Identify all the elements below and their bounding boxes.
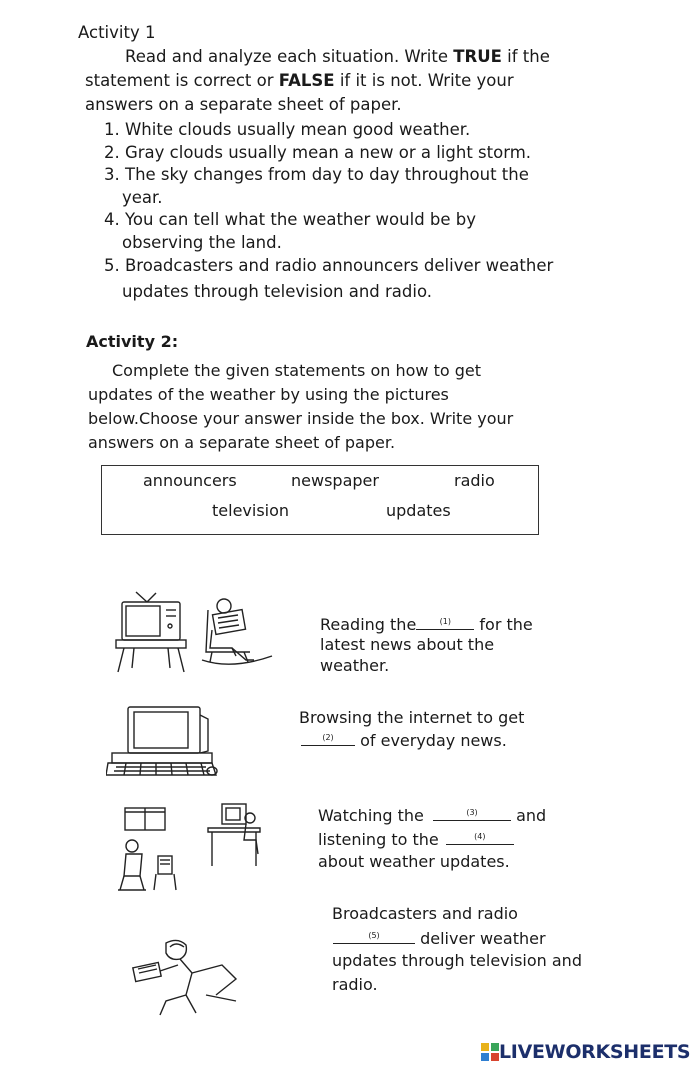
blank-number: (1) xyxy=(439,617,451,626)
statement-1-line1 xyxy=(320,613,533,636)
instruction-text: statement is correct or xyxy=(85,71,279,90)
choice-word: radio xyxy=(454,471,495,490)
statement-4-line2 xyxy=(333,927,546,950)
statement-3-line1 xyxy=(318,804,546,827)
list-item: 5. Broadcasters and radio announcers deliver weather xyxy=(104,256,554,275)
statement-2-line2 xyxy=(301,729,507,752)
answer-blank-1[interactable] xyxy=(416,613,474,630)
statement-text: of everyday news. xyxy=(360,731,507,750)
answer-blank-4[interactable] xyxy=(446,828,514,845)
activity1-instruction-line2 xyxy=(85,70,514,92)
answer-blank-5[interactable] xyxy=(333,927,415,944)
statement-text: for the xyxy=(479,615,533,634)
list-item: 1. White clouds usually mean good weather. xyxy=(104,120,471,139)
instruction-text: if the xyxy=(501,47,550,66)
statement-3-line2 xyxy=(318,828,514,851)
activity1-instruction-line3: answers on a separate sheet of paper. xyxy=(85,95,402,114)
list-item-continuation: year. xyxy=(122,188,163,207)
statement-4-line1: Broadcasters and radio xyxy=(332,904,518,923)
statement-2-line1: Browsing the internet to get xyxy=(299,708,525,727)
blank-number: (2) xyxy=(322,733,334,742)
choice-word: updates xyxy=(386,501,451,520)
tv-and-newspaper-reader-illustration xyxy=(112,590,282,675)
choice-word: newspaper xyxy=(291,471,379,490)
list-item-continuation: observing the land. xyxy=(122,233,282,252)
statement-text: deliver weather xyxy=(420,929,546,948)
instruction-text: Read and analyze each situation. Write xyxy=(125,47,454,66)
blank-number: (3) xyxy=(466,808,478,817)
statement-text: and xyxy=(516,806,547,825)
list-item-continuation: updates through television and radio. xyxy=(122,282,433,301)
statement-1-line3: weather. xyxy=(320,656,390,675)
blank-number: (5) xyxy=(368,931,380,940)
true-keyword: TRUE xyxy=(453,47,502,66)
activity1-heading: Activity 1 xyxy=(78,23,156,42)
activity2-instruction-line: updates of the weather by using the pictures xyxy=(88,385,449,404)
statement-text: listening to the xyxy=(318,830,439,849)
statement-text: Reading the xyxy=(320,615,417,634)
liveworksheets-logo[interactable] xyxy=(481,1040,690,1064)
statement-text: Watching the xyxy=(318,806,424,825)
list-item: 4. You can tell what the weather would be by xyxy=(104,210,477,229)
activity1-instruction-line1 xyxy=(125,46,550,68)
liveworksheets-logo-text: LIVEWORKSHEETS xyxy=(499,1041,691,1063)
activity2-heading: Activity 2: xyxy=(86,332,179,351)
list-item: 2. Gray clouds usually mean a new or a light storm. xyxy=(104,143,532,162)
list-item: 3. The sky changes from day to day throughout the xyxy=(104,165,529,184)
statement-3-line3: about weather updates. xyxy=(318,852,510,871)
activity2-instruction-line: answers on a separate sheet of paper. xyxy=(88,433,396,452)
statement-1-line2: latest news about the xyxy=(320,635,495,654)
computer-illustration xyxy=(106,703,221,781)
blank-number: (4) xyxy=(474,832,486,841)
answer-blank-3[interactable] xyxy=(433,804,511,821)
choice-word: announcers xyxy=(143,471,237,490)
statement-4-line3: updates through television and xyxy=(332,951,582,970)
tv-and-radio-listeners-illustration xyxy=(110,798,270,898)
activity2-instruction-line: below.Choose your answer inside the box. Write your xyxy=(88,409,514,428)
instruction-text: if it is not. Write your xyxy=(334,71,514,90)
statement-4-line4: radio. xyxy=(332,975,378,994)
liveworksheets-logo-icon xyxy=(481,1043,499,1061)
choice-word: television xyxy=(212,501,290,520)
answer-blank-2[interactable] xyxy=(301,729,355,746)
activity2-instruction-line: Complete the given statements on how to get xyxy=(112,361,482,380)
false-keyword: FALSE xyxy=(278,71,335,90)
radio-announcer-illustration xyxy=(126,935,246,1020)
